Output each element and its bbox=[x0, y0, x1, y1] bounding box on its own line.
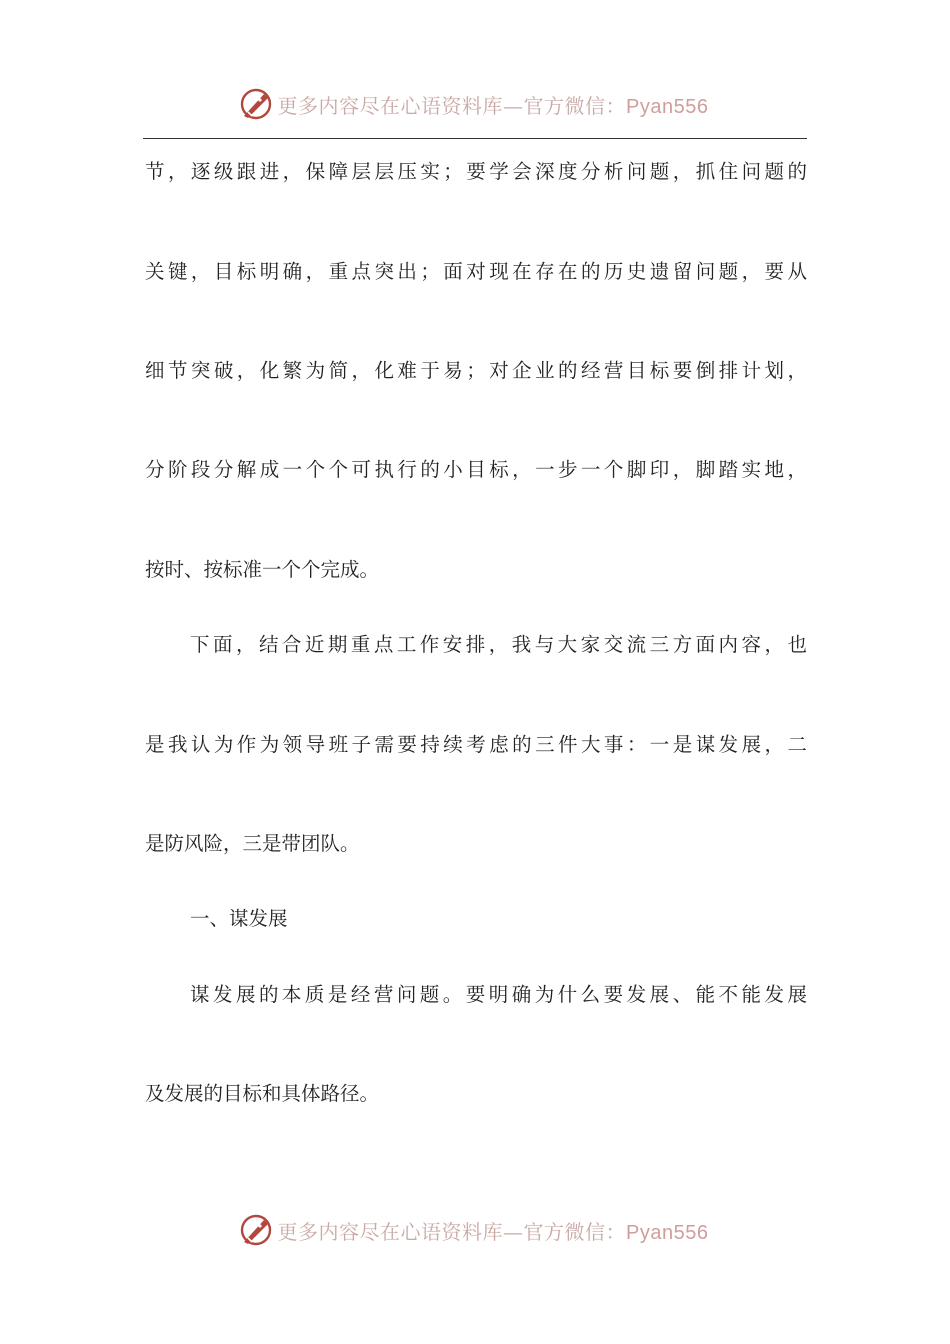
body-line-6: 下面，结合近期重点工作安排，我与大家交流三方面内容，也 bbox=[190, 633, 807, 656]
header-banner-wechat: 官方微信： bbox=[523, 93, 627, 118]
footer-banner bbox=[0, 1208, 950, 1252]
header-divider bbox=[143, 138, 807, 139]
body-line-2: 关键，目标明确，重点突出；面对现在存在的历史遗留问题，要从 bbox=[145, 260, 807, 283]
header-banner bbox=[0, 82, 950, 126]
body-line-1: 节，逐级跟进，保障层层压实；要学会深度分析问题，抓住问题的 bbox=[145, 160, 807, 183]
pen-nib-logo-icon bbox=[238, 86, 274, 122]
body-line-3: 细节突破，化繁为简，化难于易；对企业的经营目标要倒排计划， bbox=[145, 359, 807, 382]
body-line-10: 谋发展的本质是经营问题。要明确为什么要发展、能不能发展 bbox=[190, 983, 807, 1006]
section-heading: 一、谋发展 bbox=[190, 907, 288, 930]
header-banner-title: 更多内容尽在心语资料库 bbox=[277, 93, 504, 118]
header-banner-handle: Pyan556 bbox=[626, 95, 709, 118]
body-line-5: 按时、按标准一个个完成。 bbox=[145, 558, 380, 581]
body-line-11: 及发展的目标和具体路径。 bbox=[145, 1082, 380, 1105]
footer-banner-handle: Pyan556 bbox=[626, 1221, 709, 1244]
body-line-4: 分阶段分解成一个个可执行的小目标，一步一个脚印，脚踏实地， bbox=[145, 458, 807, 481]
header-banner-dash: — bbox=[503, 93, 524, 118]
pen-nib-logo-icon bbox=[238, 1212, 274, 1248]
footer-banner-title: 更多内容尽在心语资料库 bbox=[277, 1219, 504, 1244]
body-line-8: 是防风险，三是带团队。 bbox=[145, 832, 360, 855]
body-line-7: 是我认为作为领导班子需要持续考虑的三件大事：一是谋发展，二 bbox=[145, 733, 807, 756]
footer-banner-wechat: 官方微信： bbox=[523, 1219, 627, 1244]
footer-banner-dash: — bbox=[503, 1219, 524, 1244]
